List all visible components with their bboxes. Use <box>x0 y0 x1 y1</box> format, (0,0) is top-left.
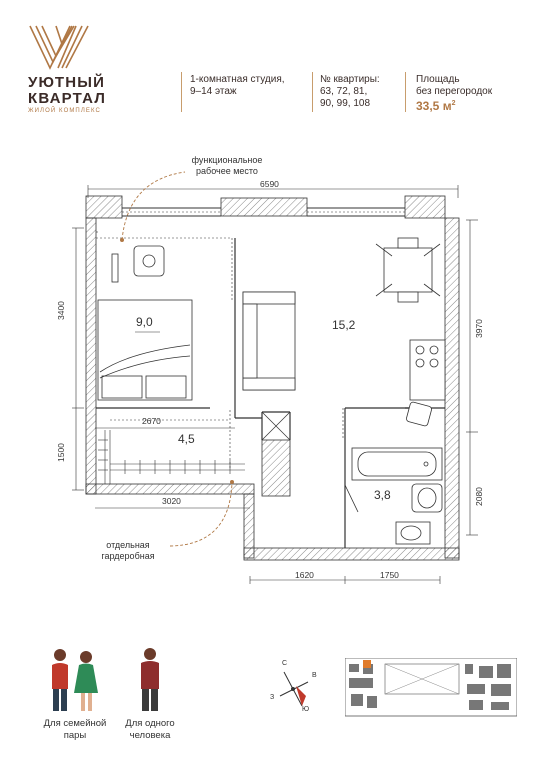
apartment-type-line2: 9–14 этаж <box>190 86 237 97</box>
callout-wardrobe-line1: отдельная <box>106 540 150 550</box>
area-label-line1: Площадь <box>416 74 460 85</box>
apartment-numbers-line2: 90, 99, 108 <box>320 98 371 109</box>
room-area-bathroom: 3,8 <box>374 488 391 502</box>
room-area-living: 15,2 <box>332 318 356 332</box>
dimension-top: 6590 <box>260 179 279 189</box>
single-person-icon <box>133 645 167 715</box>
callout-wardrobe-line2: гардеробная <box>101 551 155 561</box>
callout-work-line2: рабочее место <box>196 166 258 176</box>
brand-name-line2: КВАРТАЛ <box>28 90 107 107</box>
brand-tagline: ЖИЛОЙ КОМПЛЕКС <box>28 108 101 114</box>
callout-wardrobe <box>88 540 168 562</box>
caption-single-line1: Для одного <box>125 718 175 729</box>
apartment-numbers-line1: 63, 72, 81, <box>320 86 368 97</box>
building-key-plan <box>345 658 517 718</box>
compass-east: В <box>312 672 317 679</box>
room-area-wardrobe: 4,5 <box>178 432 195 446</box>
dimension-bottom-left: 1620 <box>295 570 314 580</box>
caption-family-line2: пары <box>63 730 87 741</box>
caption-family-line1: Для семейной <box>43 718 107 729</box>
compass-icon <box>262 660 332 720</box>
brand-name-line1: УЮТНЫЙ <box>28 74 106 91</box>
dimension-inner-horizontal: 2670 <box>142 416 161 426</box>
dimension-bottom-right: 1750 <box>380 570 399 580</box>
apartment-type-line1: 1-комнатная студия, <box>190 74 285 85</box>
compass-south: Ю <box>302 706 310 713</box>
compass-west: З <box>270 694 275 701</box>
room-area-bedroom: 9,0 <box>136 315 153 329</box>
area-label-line2: без перегородок <box>416 86 493 97</box>
dimension-left-lower: 1500 <box>56 443 66 462</box>
dimension-right-upper: 3970 <box>474 319 484 338</box>
callout-work-line1: функциональное <box>191 155 263 165</box>
apartment-numbers-label: № квартиры: <box>320 74 380 85</box>
caption-single-line2: человека <box>129 730 171 741</box>
dimension-right-lower: 2080 <box>474 487 484 506</box>
area-value: 33,5 $м^2$ <box>416 99 456 113</box>
dimension-left-upper: 3400 <box>56 301 66 320</box>
compass-north: С <box>282 660 288 667</box>
dimension-lower-horizontal: 3020 <box>162 496 181 506</box>
callout-work-area <box>172 155 282 177</box>
caption-single <box>105 718 195 742</box>
couple-icon <box>40 645 110 715</box>
